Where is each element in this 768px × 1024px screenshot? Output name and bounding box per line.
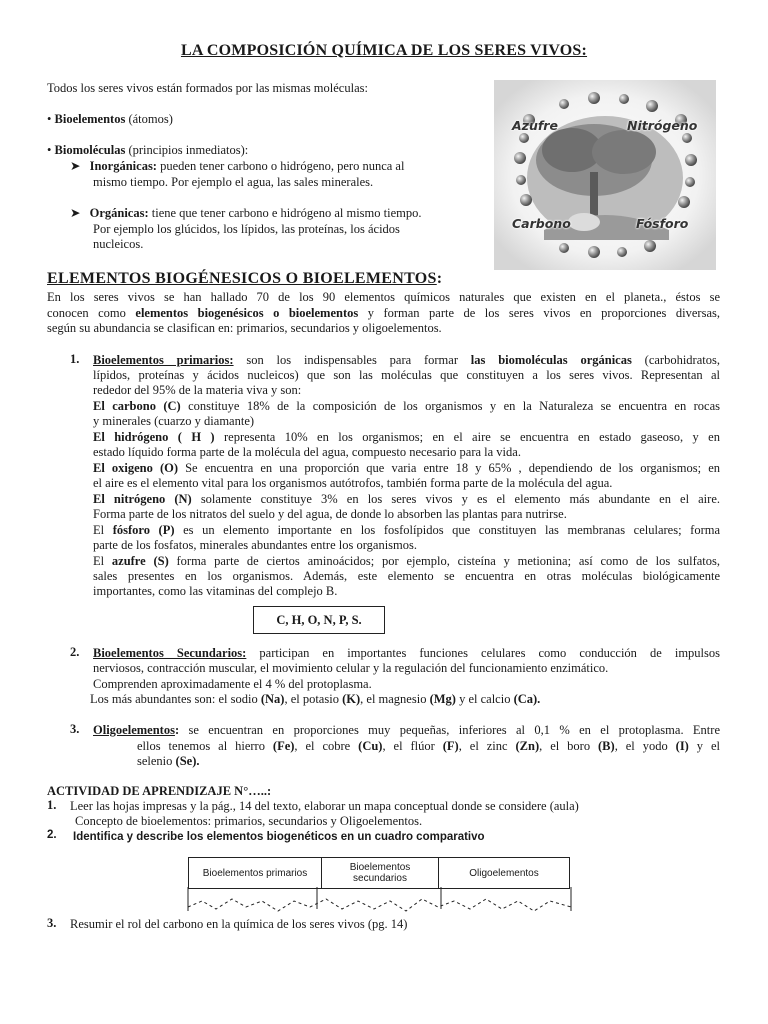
section-paragraph-line1: En los seres vivos se han hallado 70 de los 90 elementos químicos naturales que existen en el planeta., éstos se bbox=[47, 290, 720, 304]
azufre-line1: El azufre (S) forma parte de ciertos aminoácidos; por ejemplo, cisteína y metionina; así como de los sulfatos, bbox=[93, 554, 721, 568]
oligo-line1: Oligoelementos: se encuentran en proporciones muy pequeñas, inferiores al 0,1 % en el protoplasma. Entre bbox=[93, 723, 720, 737]
bullet-bioelementos: • Bioelementos (átomos) bbox=[47, 112, 173, 126]
fosforo-line2: parte de los fosfatos, minerales abundantes entre los organismos. bbox=[93, 538, 417, 552]
section-paragraph-line2: conocen como elementos biogenésicos o bioelementos y forman parte de los seres vivos en proporciones diversas, bbox=[47, 306, 720, 320]
label-carbono: Carbono bbox=[512, 216, 571, 231]
azufre-line2: sales presentes en los organismos. Además, este elemento se encuentra en otras moléculas biológicamente bbox=[93, 569, 720, 583]
azufre-line3: importantes, como las vitaminas del complejo B. bbox=[93, 584, 338, 598]
item-number: 2. bbox=[70, 645, 80, 659]
bioelements-cycle-figure bbox=[494, 80, 716, 270]
secundarios-line3: Comprenden aproximadamente el 4 % del protoplasma. bbox=[93, 677, 372, 691]
organicas-line1: ➤ Orgánicas: tiene que tener carbono e hidrógeno al mismo tiempo. bbox=[70, 206, 422, 220]
organicas-line2: Por ejemplo los glúcidos, los lípidos, las proteínas, los ácidos bbox=[93, 222, 400, 236]
primarios-line3: rededor del 95% de la materia viva y son: bbox=[93, 383, 302, 397]
primarios-line1: Bioelementos primarios: son los indispensables para formar las biomoléculas orgánicas (carbohidratos, bbox=[93, 353, 720, 367]
intro-line: Todos los seres vivos están formados por las mismas moléculas: bbox=[47, 81, 368, 95]
page-title: LA COMPOSICIÓN QUÍMICA DE LOS SERES VIVOS: bbox=[180, 42, 588, 59]
table-header-oligoelementos: Oligoelementos bbox=[439, 858, 570, 889]
oligo-line3: selenio (Se). bbox=[137, 754, 200, 768]
carbono-line1: El carbono (C) constituye 18% de la composición de los organismos y en la Naturaleza se encuentra en rocas bbox=[93, 399, 720, 413]
inorganicas-line2: mismo tiempo. Por ejemplo el agua, las sales minerales. bbox=[93, 175, 374, 189]
label-azufre: Azufre bbox=[512, 118, 558, 133]
oxigeno-line2: el aire es el elemento vital para los organismos autótrofos, también forma parte de la molécula del agua. bbox=[93, 476, 613, 490]
hidrogeno-line2: estado líquido forma parte de la molécula del agua, compuesto necesario para la vida. bbox=[93, 445, 521, 459]
carbono-line2: y minerales (cuarzo y diamante) bbox=[93, 414, 255, 428]
inorganicas-line1: ➤ Inorgánicas: pueden tener carbono o hidrógeno, pero nunca al bbox=[70, 159, 405, 173]
activity-item2: Identifica y describe los elementos biogenéticos en un cuadro comparativo bbox=[73, 831, 485, 843]
oxigeno-line1: El oxigeno (O) Se encuentra en una proporción que varia entre 18 y 65% , dependiendo de los organismos; en bbox=[93, 461, 720, 475]
secundarios-line2: nerviosos, contracción muscular, el movimiento celular y la regulación del funcionamiento enzimático. bbox=[93, 661, 609, 675]
table-header-secundarios: Bioelementos secundarios bbox=[322, 858, 439, 889]
section-paragraph-line3: según su abundancia se clasifican en: primarios, secundarios y oligoelementos. bbox=[47, 321, 442, 335]
primarios-line2: lípidos, proteínas y ácidos nucleicos) que son las moléculas que constituyen a los seres vivos. Representan al bbox=[93, 368, 720, 382]
activity-item1: Leer las hojas impresas y la pág., 14 del texto, elaborar un mapa conceptual donde se considere (aula) bbox=[70, 799, 579, 813]
secundarios-line4: Los más abundantes son: el sodio (Na), el potasio (K), el magnesio (Mg) y el calcio (Ca). bbox=[90, 692, 541, 706]
activity-number: 1. bbox=[47, 798, 57, 812]
activity-item3: Resumir el rol del carbono en la química de los seres vivos (pg. 14) bbox=[70, 917, 408, 931]
nitrogeno-line1: El nitrógeno (N) solamente constituye 3% en los seres vivos y es el elemento más abundante en el aire. bbox=[93, 492, 720, 506]
label-fosforo: Fósforo bbox=[636, 216, 689, 231]
hidrogeno-line1: El hidrógeno ( H ) representa 10% en los organismos; en el aire se encuentra en estado gaseoso, y en bbox=[93, 430, 720, 444]
organicas-line3: nucleicos. bbox=[93, 237, 144, 251]
activity-number: 2. bbox=[47, 829, 57, 841]
table-header-row bbox=[189, 858, 570, 889]
table-header-primarios: Bioelementos primarios bbox=[189, 858, 322, 889]
primary-elements-box: C, H, O, N, P, S. bbox=[253, 606, 385, 634]
item-number: 3. bbox=[70, 722, 80, 736]
activity-item1-sub: Concepto de bioelementos: primarios, secundarios y Oligoelementos. bbox=[75, 814, 423, 828]
arrow-icon: ➤ bbox=[70, 206, 81, 220]
activity-number: 3. bbox=[47, 916, 57, 930]
section-heading: ELEMENTOS BIOGÉNESICOS O BIOELEMENTOS: bbox=[47, 270, 443, 287]
table-torn-edge bbox=[186, 887, 574, 917]
arrow-icon: ➤ bbox=[70, 159, 81, 173]
nitrogeno-line2: Forma parte de los nitratos del suelo y del agua, de donde lo absorben las plantas para nutrirse. bbox=[93, 507, 567, 521]
bullet-biomoleculas: • Biomoléculas (principios inmediatos): bbox=[47, 143, 249, 157]
item-number: 1. bbox=[70, 352, 80, 366]
oligo-line2: ellos tenemos al hierro (Fe), el cobre (Cu), el flúor (F), el zinc (Zn), el boro (B), el yodo (I) y el bbox=[137, 739, 721, 753]
cycle-illustration bbox=[494, 80, 716, 270]
label-nitrogeno: Nitrógeno bbox=[627, 118, 698, 133]
fosforo-line1: El fósforo (P) es un elemento importante en los fosfolípidos que constituyen las membranas celulares; forma bbox=[93, 523, 720, 537]
secundarios-line1: Bioelementos Secundarios: participan en importantes funciones celulares como conducción de impulsos bbox=[93, 646, 720, 660]
comparison-table bbox=[188, 857, 570, 889]
activity-heading: ACTIVIDAD DE APRENDIZAJE N°…..: bbox=[47, 784, 272, 798]
